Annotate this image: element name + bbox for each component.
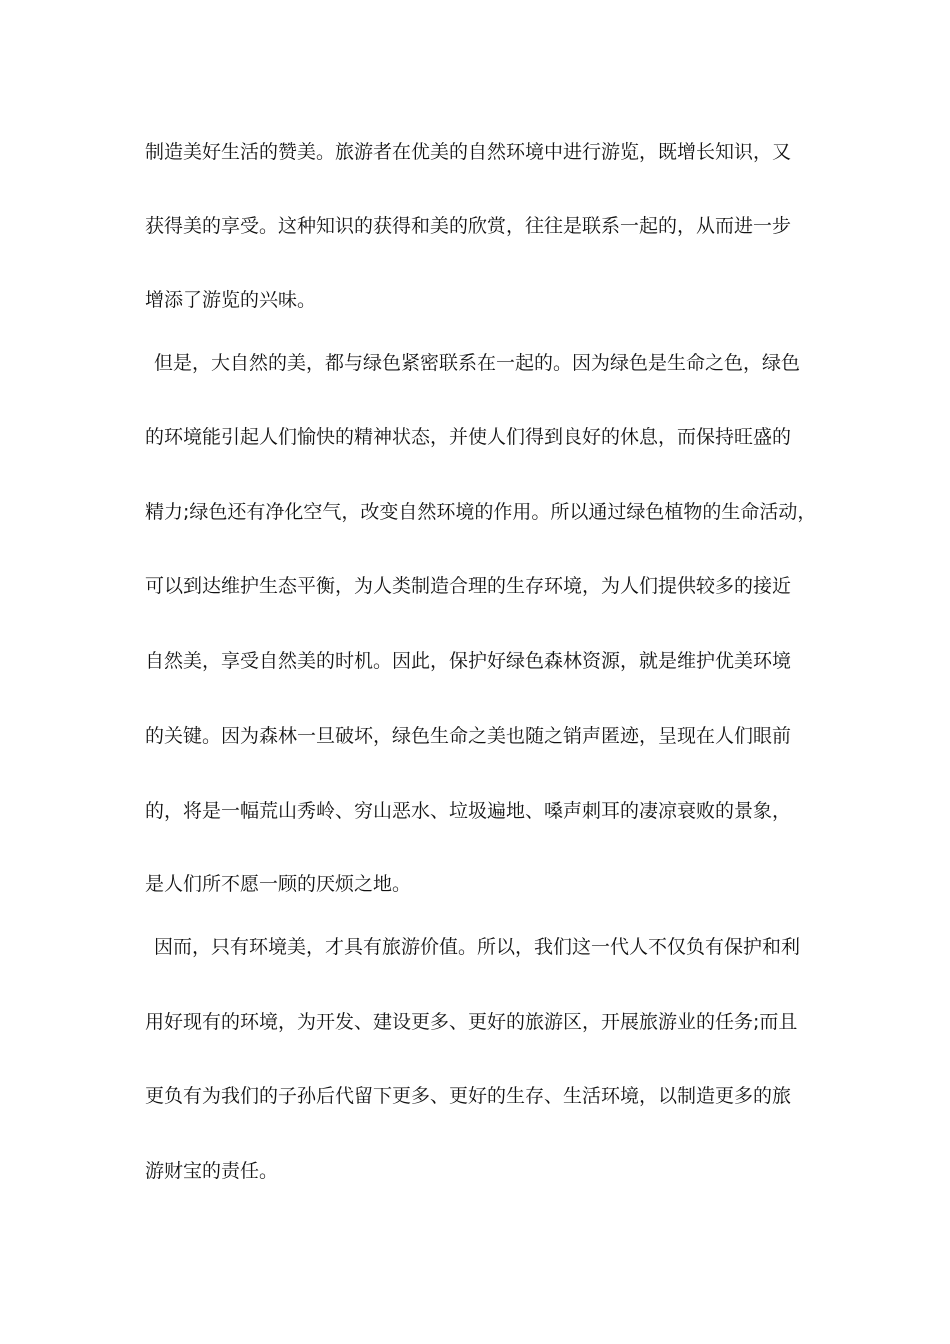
text-line: 是人们所不愿一顾的厌烦之地。 bbox=[145, 873, 412, 895]
text-line: 的环境能引起人们愉快的精神状态，并使人们得到良好的休息，而保持旺盛的 bbox=[145, 426, 792, 448]
paragraph-start-line: 因而，只有环境美，才具有旅游价值。所以，我们这一代人不仅负有保护和利 bbox=[154, 936, 801, 958]
text-line: 自然美，享受自然美的时机。因此，保护好绿色森林资源，就是维护优美环境 bbox=[145, 650, 792, 672]
text-line: 可以到达维护生态平衡，为人类制造合理的生存环境，为人们提供较多的接近 bbox=[145, 575, 792, 597]
text-line: 的，将是一幅荒山秀岭、穷山恶水、垃圾遍地、嗓声刺耳的凄凉衰败的景象， bbox=[145, 800, 792, 822]
text-line: 制造美好生活的赞美。旅游者在优美的自然环境中进行游览，既增长知识，又 bbox=[145, 141, 792, 163]
text-line: 获得美的享受。这种知识的获得和美的欣赏，往往是联系一起的，从而进一步 bbox=[145, 215, 792, 237]
text-line: 游财宝的责任。 bbox=[145, 1160, 279, 1182]
paragraph-start-line: 但是，大自然的美，都与绿色紧密联系在一起的。因为绿色是生命之色，绿色 bbox=[154, 352, 801, 374]
text-line: 的关键。因为森林一旦破坏，绿色生命之美也随之销声匿迹，呈现在人们眼前 bbox=[145, 725, 792, 747]
text-line: 精力;绿色还有净化空气，改变自然环境的作用。所以通过绿色植物的生命活动， bbox=[145, 501, 817, 523]
text-line: 增添了游览的兴味。 bbox=[145, 289, 317, 311]
text-line: 更负有为我们的子孙后代留下更多、更好的生存、生活环境，以制造更多的旅 bbox=[145, 1085, 792, 1107]
text-line: 用好现有的环境，为开发、建设更多、更好的旅游区，开展旅游业的任务;而且 bbox=[145, 1011, 798, 1033]
